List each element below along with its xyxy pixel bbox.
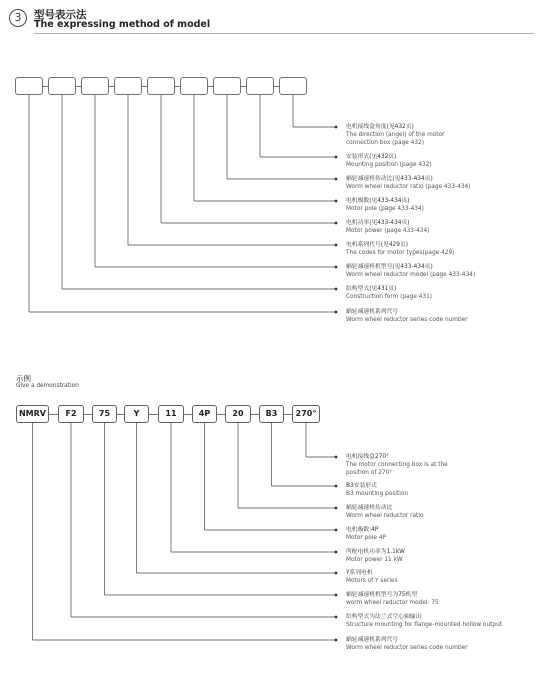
connector-dot xyxy=(335,551,338,554)
model-code-slot xyxy=(213,77,241,95)
demo-legend-item xyxy=(346,453,448,477)
demo-legend-item xyxy=(346,504,424,520)
legend-label-en: B3 mounting position xyxy=(346,491,409,497)
legend-label-cn: 电机接线盒270° xyxy=(346,454,389,460)
legend-label-en: Motor power 11 kW xyxy=(346,557,403,563)
legend-label-en: Worm wheel reductor model (page 433-434) xyxy=(346,272,476,278)
legend-label-cn: 蜗轮减速机传动比(见433-434页) xyxy=(346,176,433,182)
connector-dot xyxy=(335,456,338,459)
legend-label-cn: 电机系列代号(见429页) xyxy=(346,242,408,248)
legend-label-cn: 蜗轮减速机系列代号 xyxy=(346,637,399,643)
demo-legend-item xyxy=(346,613,502,629)
legend-label-cn: 电机接线盒角度(见432页) xyxy=(346,124,414,130)
connector-dot xyxy=(335,200,338,203)
demo-legend-item xyxy=(346,591,439,607)
legend-label-en: Motor pole (page 433-434) xyxy=(346,206,424,212)
model-code-slot xyxy=(246,77,274,95)
model-code-slot xyxy=(180,77,208,95)
legend-label-en: Motors of Y series xyxy=(346,578,398,584)
legend-label-cn: 蜗轮减速机传动比 xyxy=(346,505,393,511)
model-code-slot xyxy=(114,77,142,95)
connector-dot xyxy=(335,288,338,291)
demo-code-box: 20 xyxy=(225,405,251,423)
code-separator-dash xyxy=(84,414,92,415)
connector-dot xyxy=(335,156,338,159)
legend-label-cn: 所配电机功率为1.1kW xyxy=(346,549,405,555)
demo-code-box: F2 xyxy=(58,405,84,423)
demo-code-box: B3 xyxy=(259,405,284,423)
legend-label-en: The codes for motor types(page 429) xyxy=(346,250,455,256)
connector-dot xyxy=(335,266,338,269)
legend-label-en: Worm wheel reductor ratio xyxy=(346,513,424,519)
connector-dot xyxy=(335,594,338,597)
connector-dot xyxy=(335,639,338,642)
demo-code-box: NMRV xyxy=(16,405,49,423)
legend-label-en: Worm wheel reductor series code number xyxy=(346,317,468,323)
legend-label-en: worm wheel reductor model: 75 xyxy=(346,600,439,606)
connector-dot xyxy=(335,126,338,129)
connector-dot xyxy=(335,485,338,488)
legend-label-cn: 蜗轮减速机系列代号 xyxy=(346,309,399,315)
model-legend-item xyxy=(346,197,424,213)
demo-title-en: Give a demonstration xyxy=(16,383,79,389)
legend-label-en: Motor power (page 433-434) xyxy=(346,228,430,234)
legend-label-cn: 电机极数(见433-434页) xyxy=(346,198,410,204)
connector-dot xyxy=(335,507,338,510)
demo-code-box: 270° xyxy=(292,405,320,423)
legend-label-en: position of 270° xyxy=(346,470,393,476)
demo-legend-item xyxy=(346,482,408,498)
connector-dot xyxy=(335,222,338,225)
demo-title-cn: 示例 xyxy=(16,374,31,383)
model-legend-item xyxy=(346,308,468,324)
connector-dot xyxy=(335,572,338,575)
connector-dot xyxy=(335,178,338,181)
section-number-badge: 3 xyxy=(9,9,27,27)
demo-legend-item xyxy=(346,548,405,564)
connector-dot xyxy=(335,529,338,532)
model-code-slot xyxy=(15,77,43,95)
model-code-slot xyxy=(279,77,307,95)
legend-label-en: Structure mounting for flange-mounted hollow output xyxy=(346,622,503,628)
model-legend-item xyxy=(346,175,470,191)
legend-label-en: Construction form (page 431) xyxy=(346,294,433,300)
demo-legend-item xyxy=(346,636,468,652)
model-legend-item xyxy=(346,153,432,169)
legend-label-cn: 安装形式(见432页) xyxy=(346,154,397,160)
demo-legend-item xyxy=(346,569,398,585)
code-separator-dash xyxy=(217,414,225,415)
section-title-en: The expressing method of model xyxy=(34,19,211,30)
legend-label-en: Worm wheel reductor series code number xyxy=(346,645,468,651)
model-legend-item xyxy=(346,263,475,279)
code-separator-dash xyxy=(284,414,292,415)
code-separator-dash xyxy=(149,414,158,415)
legend-label-en: Mounting position (page 432) xyxy=(346,162,432,168)
model-legend-item xyxy=(346,285,432,301)
model-legend-item xyxy=(346,219,429,235)
demo-code-box: 75 xyxy=(92,405,117,423)
demo-legend-item xyxy=(346,526,386,542)
legend-label-cn: 蜗轮减速机机型号为75机型 xyxy=(346,592,418,598)
legend-label-en: Worm wheel reductor ratio (page 433-434) xyxy=(346,184,471,190)
connector-dot xyxy=(335,616,338,619)
legend-label-cn: B3安装形式 xyxy=(346,483,377,489)
code-separator-dash xyxy=(49,414,58,415)
legend-label-cn: 结构型式(见431页) xyxy=(346,286,397,292)
connector-dot xyxy=(335,244,338,247)
legend-label-cn: 蜗轮减速机机型号(见433-434页) xyxy=(346,264,433,270)
model-code-slot xyxy=(147,77,175,95)
legend-label-cn: Y系列电机 xyxy=(346,570,373,576)
model-code-slot xyxy=(81,77,109,95)
code-separator-dash xyxy=(184,414,192,415)
model-code-slot xyxy=(48,77,76,95)
code-separator-dash xyxy=(117,414,124,415)
legend-label-en: connection box (page 432) xyxy=(346,140,425,146)
demo-code-box: 11 xyxy=(158,405,184,423)
legend-label-en: The motor connecting box is at the xyxy=(346,462,448,468)
connector-dot xyxy=(335,311,338,314)
demo-code-box: 4P xyxy=(192,405,217,423)
legend-label-en: Motor pole 4P xyxy=(346,535,387,541)
legend-label-cn: 电机功率(见433-434页) xyxy=(346,220,410,226)
model-legend-item xyxy=(346,241,454,257)
legend-label-en: The direction (angel) of the motor xyxy=(346,132,445,138)
model-legend-item xyxy=(346,123,445,147)
legend-label-cn: 结构型式为法兰式空心轴输出 xyxy=(346,614,422,620)
section-title-cn: 型号表示法 xyxy=(34,9,87,21)
demo-code-box: Y xyxy=(124,405,149,423)
code-separator-dash xyxy=(251,414,259,415)
legend-label-cn: 电机极数:4P xyxy=(346,527,379,533)
